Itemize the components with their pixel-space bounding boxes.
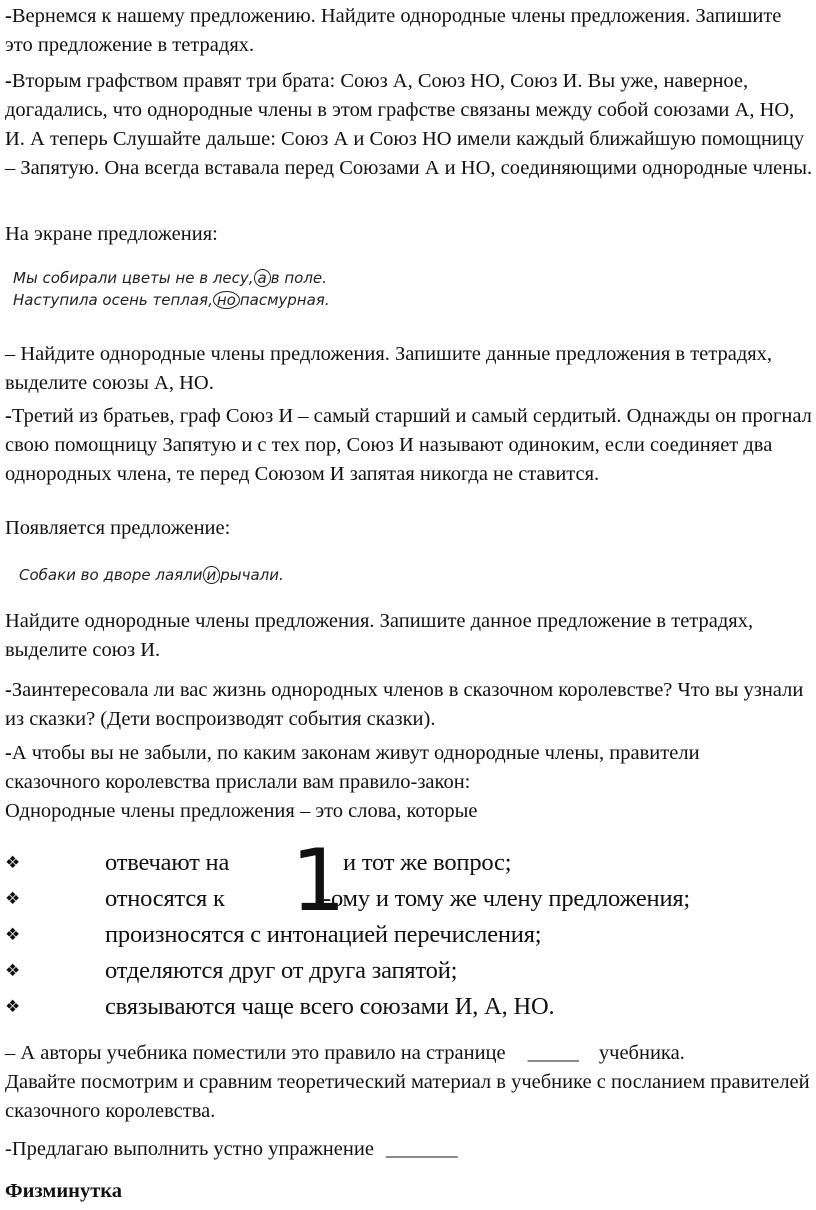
bullet-icon: ❖ [5, 997, 21, 1017]
paragraph-8: -Заинтересовала ли вас жизнь однородных членов в сказочном королевстве? Что вы узнали из сказки? (Дети воспроизводят события сказки). [5, 679, 804, 730]
rule-item: ❖ отвечают на и тот же вопрос; [5, 849, 512, 876]
paragraph-2: -Вторым графством правят три брата: Союз А, Союз НО, Союз И. Вы уже, наверное, догадались, что однородные члены в этом графстве связаны между собой союзами А, НО, И. А теперь Слушайте дальше: Союз А и Союз НО имели каждый ближайшую помощницу – Запятую. Она всегда вставала перед Союзами А и НО, соединяющими однородные члены. [5, 70, 813, 179]
paragraph-11: – А авторы учебника поместили это правило на странице _____ учебника. Давайте посмотрим и сравним теоретический материал в учебнике с посланием правителей сказочного королевства. [5, 1042, 810, 1122]
rule-item: ❖ относятся к -ому и тому же члену предложения; [5, 885, 691, 912]
bullet-icon: ❖ [5, 961, 21, 981]
paragraph-12: -Предлагаю выполнить устно упражнение _______ [5, 1138, 458, 1160]
paragraph-4: – Найдите однородные члены предложения. Запишите данные предложения в тетрадях, выделите союзы А, НО. [5, 343, 773, 394]
paragraph-7: Найдите однородные члены предложения. Запишите данное предложение в тетрадях, выделите союз И. [5, 610, 754, 661]
paragraph-9: -А чтобы вы не забыли, по каким законам живут однородные члены, правители сказочного королевства прислали вам правило-закон: [5, 742, 700, 793]
section-heading: Физминутка [5, 1180, 123, 1202]
paragraph-10: Однородные члены предложения – это слова, которые [5, 800, 478, 822]
example-sentence: Собаки во дворе лаяли и рычали. [19, 566, 284, 584]
circled-conjunction: и [203, 566, 221, 584]
example-sentences-1 [13, 267, 330, 311]
example-sentence: Наступила осень теплая, но пасмурная. [13, 291, 330, 309]
rule-item: ❖ связываются чаще всего союзами И, А, НО. [5, 993, 555, 1020]
paragraph-5: -Третий из братьев, граф Союз И – самый старший и самый сердитый. Однажды он прогнал свою помощницу Запятую и с тех пор, Союз И называют одиноким, если соединяет два однородных члена, те перед Союзом И запятая никогда не ставится. [5, 405, 812, 485]
circled-conjunction: но [213, 291, 240, 309]
example-sentences-2 [19, 564, 284, 586]
circled-conjunction: а [254, 269, 271, 287]
rule-item: ❖ произносятся с интонацией перечисления; [5, 921, 542, 948]
bullet-icon: ❖ [5, 925, 21, 945]
exercise-blank: _______ [385, 1138, 458, 1160]
rule-item: ❖ отделяются друг от друга запятой; [5, 957, 458, 984]
paragraph-1: -Вернемся к нашему предложению. Найдите однородные члены предложения. Запишите это предложение в тетрадях. [5, 5, 782, 56]
example-sentence: Мы собирали цветы не в лесу, а в поле. [13, 269, 327, 287]
paragraph-6: Появляется предложение: [5, 517, 231, 539]
page-blank: _____ [527, 1042, 579, 1064]
bullet-icon: ❖ [5, 853, 21, 873]
paragraph-3: На экране предложения: [5, 223, 218, 245]
bullet-icon: ❖ [5, 889, 21, 909]
big-number-one: 1 [291, 831, 346, 931]
